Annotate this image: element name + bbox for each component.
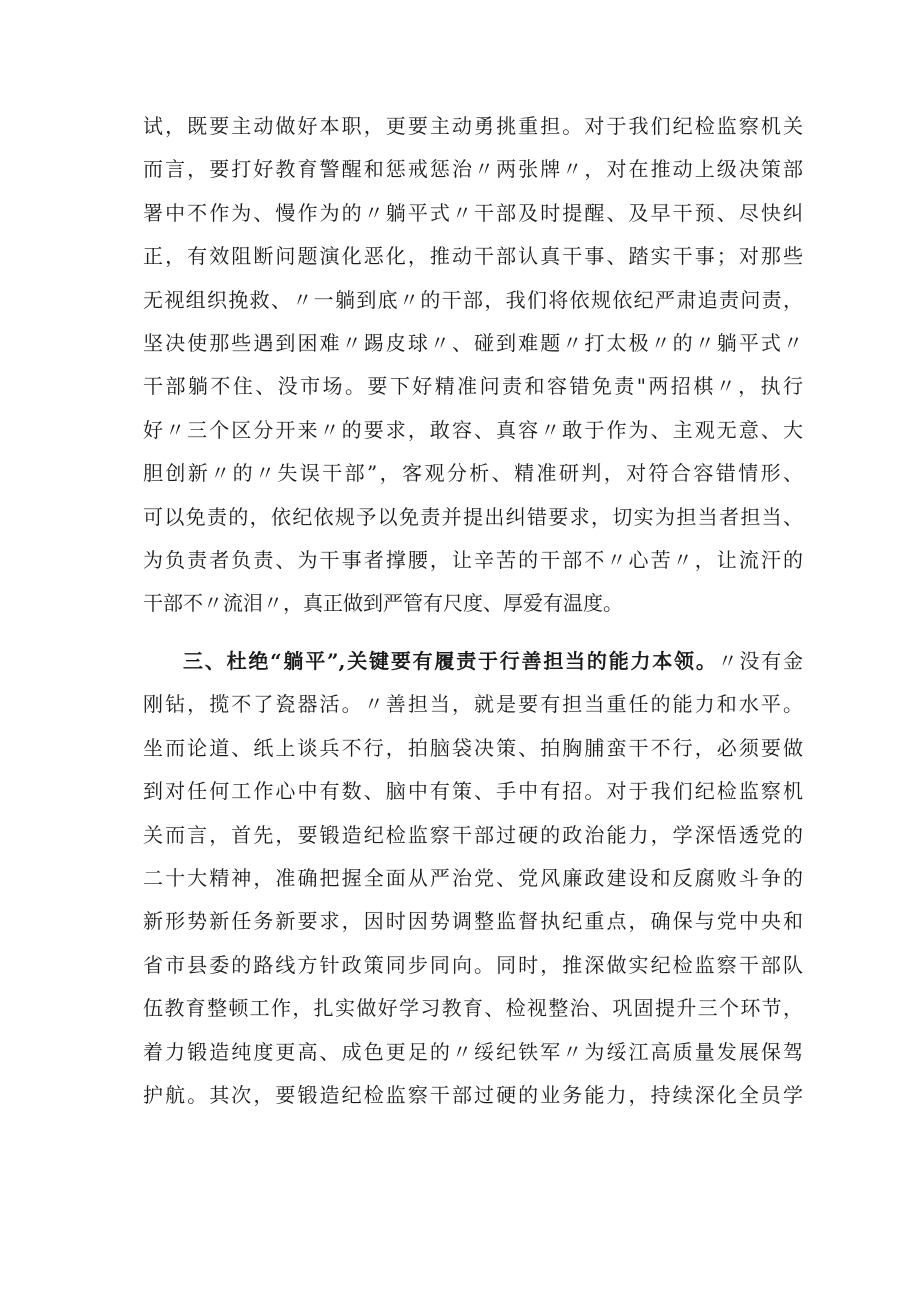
text-line: 坚决使那些遇到困难〃踢皮球〃、碰到难题〃打太极〃的〃躺平式〃 [143,330,803,355]
text-line: 关而言，首先，要锻造纪检监察干部过硬的政治能力，学深悟透党的 [143,822,803,847]
text-line: 而言，要打好教育警醒和惩戒惩治〃两张牌〃，对在推动上级决策部 [143,157,803,182]
text-line: 干部躺不住、没市场。要下好精准问责和容错免责"两招棋〃，执行 [143,374,803,399]
text-line: 可以免责的，依纪依规予以免责并提出纠错要求，切实为担当者担当、 [143,504,803,529]
text-line: 刚钻，揽不了瓷器活。〃善担当，就是要有担当重任的能力和水平。 [143,692,803,717]
text-line: 胆创新〃的〃失误干部”，客观分析、精准研判，对符合容错情形、 [143,461,803,486]
text-line: 省市县委的路线方针政策同步同向。同时，推深做实纪检监察干部队 [143,952,803,977]
text-line: 着力锻造纯度更高、成色更足的〃绥纪铁军〃为绥江高质量发展保驾 [143,1039,803,1064]
text-line: 干部不〃流泪〃，真正做到严管有尺度、厚爱有温度。 [143,591,623,616]
text-line: 为负责者负责、为干事者撑腰，让辛苦的干部不〃心苦〃，让流汗的 [143,547,803,572]
paragraph-2 [143,640,803,1117]
text-line: 正，有效阻断问题演化恶化，推动干部认真干事、踏实干事；对那些 [143,244,803,269]
paragraph-1 [143,105,803,626]
text-line: 无视组织挽救、〃一躺到底〃的干部，我们将依规依纪严肃追责问责， [143,287,803,312]
text-line: 伍教育整顿工作，扎实做好学习教育、检视整治、巩固提升三个环节， [143,996,803,1021]
section-heading-line [143,640,803,683]
section-heading: 三、杜绝“躺平”,关键要有履责于行善担当的能力本领。 [183,649,718,673]
text-line: 护航。其次，要锻造纪检监察干部过硬的业务能力，持续深化全员学 [143,1082,803,1107]
text-line: 新形势新任务新要求，因时因势调整监督执纪重点，确保与党中央和 [143,909,803,934]
text-line: 到对任何工作心中有数、脑中有策、手中有招。对于我们纪检监察机 [143,779,803,804]
text-line: 试，既要主动做好本职，更要主动勇挑重担。对于我们纪检监察机关 [143,114,803,138]
text-line: 坐而论道、纸上谈兵不行，拍脑袋决策、拍胸脯蛮干不行，必须要做 [143,735,803,760]
text-span: 〃没有金 [717,649,803,673]
text-line: 二十大精神，准确把握全面从严治党、党风廉政建设和反腐败斗争的 [143,865,803,890]
text-line: 好〃三个区分开来〃的要求，敢容、真容〃敢于作为、主观无意、大 [143,417,803,442]
text-line: 署中不作为、慢作为的〃躺平式〃干部及时提醒、及早干预、尽快纠 [143,200,803,225]
